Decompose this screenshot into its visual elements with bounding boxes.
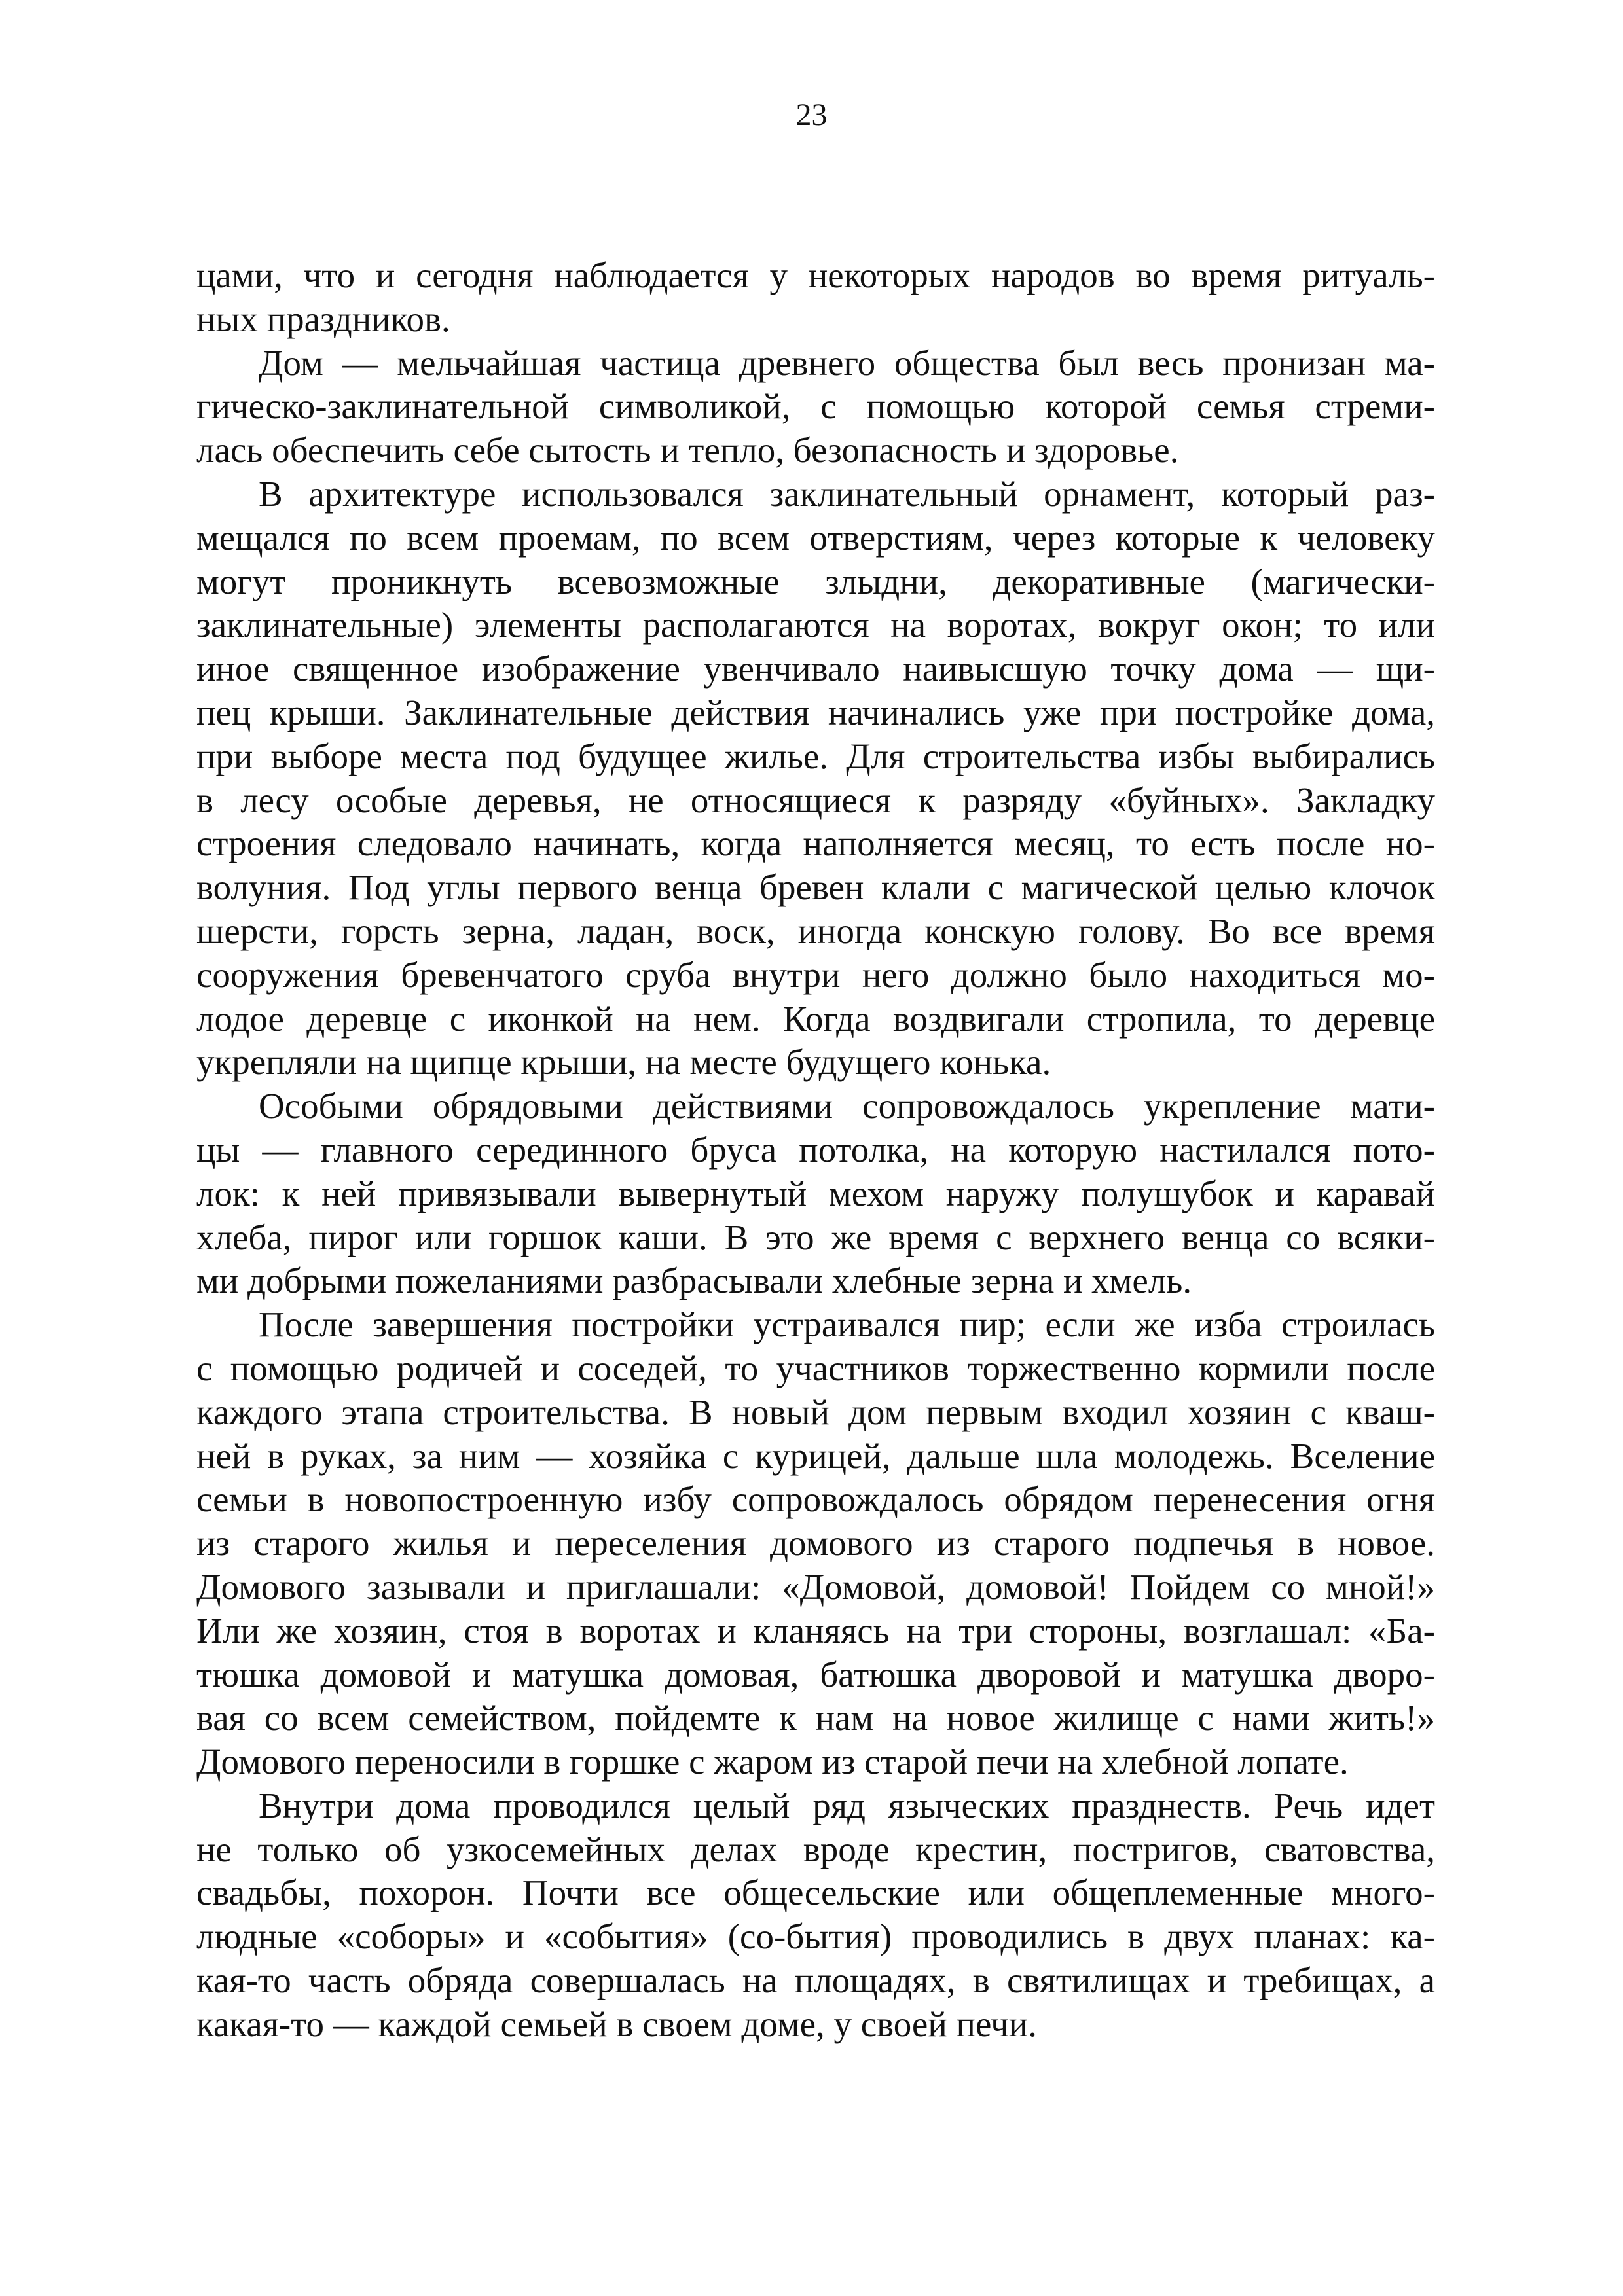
text-line: Или же хозяин, стоя в воротах и кланяясь на три стороны, возглашал: «Ба- <box>196 1610 1435 1651</box>
text-line: цы — главного серединного бруса потолка, на которую настилался пото- <box>196 1129 1435 1170</box>
text-line: могут проникнуть всевозможные злыдни, декоративные (магически- <box>196 561 1435 601</box>
paragraph <box>196 1784 1435 2047</box>
text-line: цами, что и сегодня наблюдается у некоторых народов во время ритуаль- <box>196 255 1435 295</box>
text-line: шерсти, горсть зерна, ладан, воск, иногда конскую голову. Во все время <box>196 910 1435 951</box>
text-line: заклинательные) элементы располагаются на воротах, вокруг окон; то или <box>196 605 1435 645</box>
text-line: хлеба, пирог или горшок каши. В это же время с верхнего венца со всяки- <box>196 1217 1435 1257</box>
text-line: ных праздников. <box>196 298 450 339</box>
text-line: Внутри дома проводился целый ряд языческих празднеств. Речь идет <box>259 1785 1435 1825</box>
text-line: Дом — мельчайшая частица древнего общества был весь пронизан ма- <box>259 342 1435 383</box>
text-line: сооружения бревенчатого сруба внутри него должно было находиться мо- <box>196 954 1435 995</box>
text-line: каждого этапа строительства. В новый дом первым входил хозяин с кваш- <box>196 1391 1435 1432</box>
text-line: из старого жилья и переселения домового из старого подпечья в новое. <box>196 1523 1435 1564</box>
text-line: лок: к ней привязывали вывернутый мехом наружу полушубок и каравай <box>196 1173 1435 1213</box>
text-line: Домового переносили в горшке с жаром из старой печи на хлебной лопате. <box>196 1742 1349 1782</box>
text-line: пец крыши. Заклинательные действия начинались уже при постройке дома, <box>196 692 1435 732</box>
text-line: вая со всем семейством, пойдемте к нам на новое жилище с нами жить!» <box>196 1698 1435 1738</box>
text-line: иное священное изображение увенчивало наивысшую точку дома — щи- <box>196 649 1435 689</box>
text-line: гическо-заклинательной символикой, с помощью которой семья стреми- <box>196 386 1435 427</box>
text-line: Особыми обрядовыми действиями сопровождалось укрепление мати- <box>259 1086 1435 1126</box>
text-line: свадьбы, похорон. Почти все общесельские или общеплеменные много- <box>196 1873 1435 1913</box>
text-line: После завершения постройки устраивался пир; если же изба строилась <box>259 1304 1435 1345</box>
text-line: лась обеспечить себе сытость и тепло, безопасность и здоровье. <box>196 430 1179 471</box>
text-line: Домового зазывали и приглашали: «Домовой, домовой! Пойдем со мной!» <box>196 1566 1435 1607</box>
text-line: лодое деревце с иконкой на нем. Когда воздвигали стропила, то деревце <box>196 998 1435 1039</box>
text-line: в лесу особые деревья, не относящиеся к разряду «буйных». Закладку <box>196 780 1435 820</box>
text-line: мещался по всем проемам, по всем отверстиям, через которые к человеку <box>196 517 1435 558</box>
body-text <box>196 254 1435 2047</box>
text-line: какая-то — каждой семьей в своем доме, у своей печи. <box>196 2003 1037 2044</box>
paragraph <box>196 1303 1435 1784</box>
text-line: с помощью родичей и соседей, то участников торжественно кормили после <box>196 1348 1435 1388</box>
text-line: тюшка домовой и матушка домовая, батюшка дворовой и матушка дворо- <box>196 1654 1435 1695</box>
text-line: ми добрыми пожеланиями разбрасывали хлебные зерна и хмель. <box>196 1261 1192 1301</box>
text-line: В архитектуре использовался заклинательный орнамент, который раз- <box>259 473 1435 514</box>
paragraph <box>196 254 1435 342</box>
text-line: укрепляли на щипце крыши, на месте будущего конька. <box>196 1042 1051 1083</box>
page-number: 23 <box>795 98 828 132</box>
text-line: ней в руках, за ним — хозяйка с курицей, дальше шла молодежь. Вселение <box>196 1435 1435 1476</box>
paragraph <box>196 1085 1435 1303</box>
text-line: людные «соборы» и «события» (со-бытия) проводились в двух планах: ка- <box>196 1916 1435 1957</box>
paragraph <box>196 342 1435 473</box>
text-line: при выборе места под будущее жилье. Для строительства избы выбирались <box>196 736 1435 776</box>
text-line: строения следовало начинать, когда наполняется месяц, то есть после но- <box>196 823 1435 864</box>
text-line: кая-то часть обряда совершалась на площадях, в святилищах и требищах, а <box>196 1960 1435 2001</box>
paragraph <box>196 473 1435 1085</box>
text-line: семьи в новопостроенную избу сопровождалось обрядом перенесения огня <box>196 1479 1435 1520</box>
text-line: волуния. Под углы первого венца бревен клали с магической целью клочок <box>196 867 1435 908</box>
text-line: не только об узкосемейных делах вроде крестин, постригов, сватовства, <box>196 1829 1435 1869</box>
